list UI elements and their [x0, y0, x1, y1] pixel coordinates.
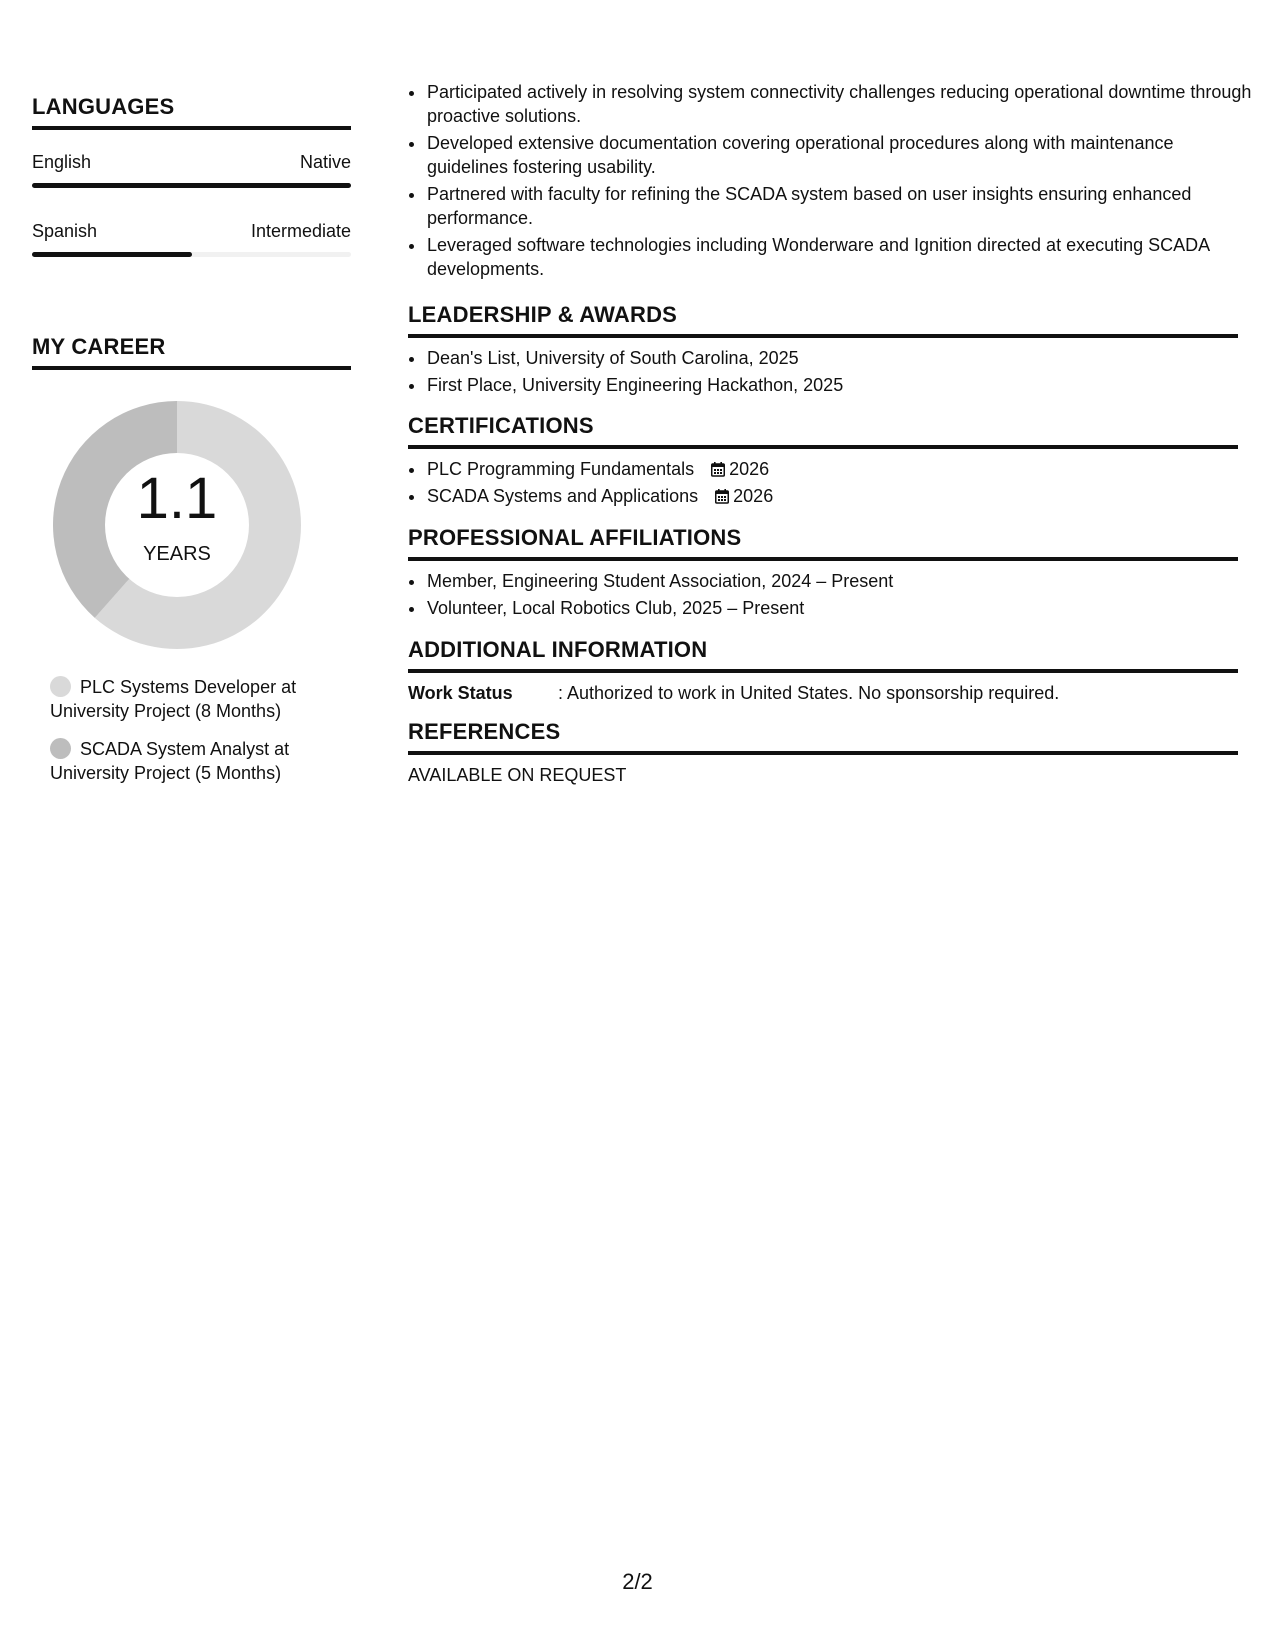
career-donut-chart [52, 400, 302, 650]
references-section [408, 719, 1238, 787]
experience-bullets [408, 80, 1256, 284]
leadership-list [408, 346, 1238, 397]
work-status-label: Work Status [408, 683, 513, 703]
certifications-heading: CERTIFICATIONS [408, 413, 1238, 449]
languages-heading: LANGUAGES [32, 94, 351, 130]
certification-year: 2026 [733, 486, 774, 506]
language-name: English [32, 152, 92, 172]
additional-info-heading: ADDITIONAL INFORMATION [408, 637, 1238, 673]
certifications-section [408, 413, 1238, 511]
affiliations-heading: PROFESSIONAL AFFILIATIONS [408, 525, 1238, 561]
list-item: • First Place, University Engineering Hackathon, 2025 [426, 373, 1238, 397]
affiliations-section [408, 525, 1238, 623]
calendar-icon [711, 462, 725, 477]
language-level: Native [299, 152, 351, 172]
calendar-icon [715, 489, 729, 504]
career-role-label: SCADA System Analyst at University Project (5 Months) [50, 739, 290, 783]
list-item: • Developed extensive documentation covering operational procedures along with maintenance guidelines fostering usability. [426, 131, 1256, 179]
language-proficiency-bar [32, 252, 351, 257]
career-total-unit: YEARS [143, 543, 211, 565]
page-number: 2/2 [622, 1569, 653, 1594]
list-item [426, 457, 1238, 481]
list-item: • Member, Engineering Student Association, 2024 – Present [426, 569, 1238, 593]
leadership-heading: LEADERSHIP & AWARDS [408, 302, 1238, 338]
legend-color-dot [50, 676, 71, 697]
language-proficiency-bar [32, 183, 351, 188]
list-item: • Participated actively in resolving system connectivity challenges reducing operational downtime through proactive solutions. [426, 80, 1256, 128]
career-legend-item [50, 675, 340, 723]
certifications-list [408, 457, 1238, 508]
career-role-label: PLC Systems Developer at University Project (8 Months) [50, 677, 297, 721]
language-level: Intermediate [250, 221, 351, 241]
career-heading: MY CAREER [32, 334, 351, 370]
work-status-row [408, 681, 1238, 705]
additional-info-section [408, 637, 1238, 705]
list-item [426, 484, 1238, 508]
legend-color-dot [50, 738, 71, 759]
certification-name: PLC Programming Fundamentals [427, 459, 695, 479]
references-text: AVAILABLE ON REQUEST [408, 765, 627, 785]
career-total-years: 1.1 [136, 466, 218, 531]
work-status-value: : Authorized to work in United States. No sponsorship required. [558, 683, 1060, 703]
career-legend-item [50, 737, 340, 785]
leadership-section [408, 302, 1238, 400]
language-proficiency-fill [32, 252, 192, 257]
affiliations-list [408, 569, 1238, 620]
certification-name: SCADA Systems and Applications [427, 486, 699, 506]
certification-year: 2026 [729, 459, 770, 479]
language-name: Spanish [32, 221, 98, 241]
language-proficiency-fill [32, 183, 351, 188]
list-item: • Volunteer, Local Robotics Club, 2025 – Present [426, 596, 1238, 620]
list-item: • Leveraged software technologies including Wonderware and Ignition directed at executing SCADA developments. [426, 233, 1256, 281]
list-item: • Dean's List, University of South Carolina, 2025 [426, 346, 1238, 370]
references-heading: REFERENCES [408, 719, 1238, 755]
list-item: • Partnered with faculty for refining the SCADA system based on user insights ensuring enhanced performance. [426, 182, 1256, 230]
